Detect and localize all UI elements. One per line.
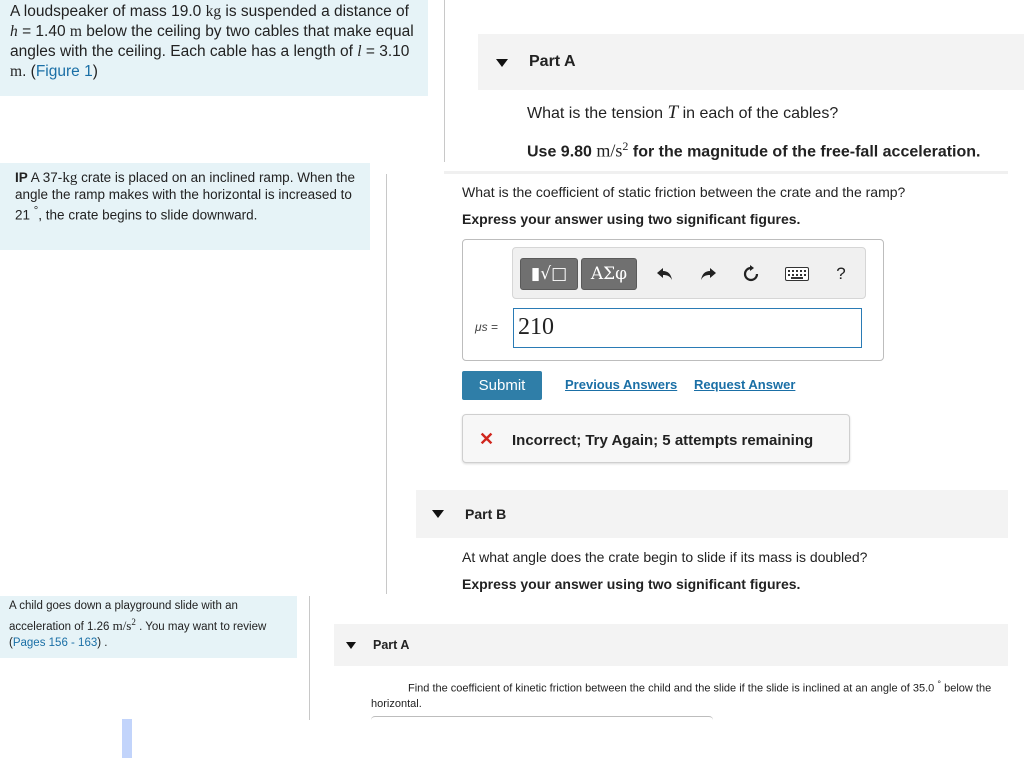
- question-text: in each of the cables?: [682, 105, 839, 122]
- problem-1-statement: [0, 0, 428, 96]
- problem-1-text: A loudspeaker of mass 19.0: [10, 3, 202, 20]
- submit-button[interactable]: Submit: [462, 371, 542, 400]
- degree-symbol: °: [937, 679, 942, 689]
- mass-unit: kg: [62, 170, 78, 186]
- part-b-instruction: Express your answer using two significant figures.: [462, 576, 801, 592]
- pages-link[interactable]: Pages 156 - 163: [12, 636, 98, 649]
- templates-button[interactable]: ▮√□: [520, 258, 578, 290]
- part-a-label: Part A: [529, 53, 576, 70]
- mass-unit: kg: [205, 3, 222, 20]
- collapse-triangle-icon[interactable]: [432, 510, 444, 518]
- acceleration-unit: m/s: [112, 617, 132, 633]
- part-a-question: [371, 677, 1007, 712]
- undo-icon[interactable]: [653, 262, 677, 286]
- problem-1-text: is suspended a distance of: [225, 3, 409, 20]
- part-a-instruction: Express your answer using two significant figures.: [462, 211, 801, 227]
- part-a-question: What is the coefficient of static friction between the crate and the ramp?: [462, 184, 906, 200]
- question-text: below the horizontal.: [371, 682, 992, 710]
- answer-label: μs =: [475, 320, 498, 334]
- scroll-marker: [122, 719, 132, 758]
- help-icon[interactable]: ?: [836, 264, 846, 283]
- problem-2-text: , the crate begins to slide downward.: [38, 207, 258, 223]
- incorrect-x-icon: ✕: [479, 429, 495, 449]
- unit-exponent: 2: [622, 139, 629, 153]
- problem-1-text: . (: [22, 63, 36, 80]
- figure-1-link[interactable]: Figure 1: [35, 63, 93, 80]
- problem-1-text: ): [92, 63, 98, 80]
- l-value: = 3.10: [365, 43, 410, 60]
- keyboard-icon[interactable]: [783, 262, 811, 286]
- feedback-text: Incorrect; Try Again; 5 attempts remaining: [512, 432, 814, 449]
- instruction-text: for the magnitude of the free-fall acceleration.: [632, 143, 981, 161]
- part-a-label: Part A: [373, 638, 410, 652]
- answer-editor: [462, 239, 884, 361]
- feedback-box: [462, 414, 850, 463]
- l-unit: m: [10, 63, 23, 80]
- request-answer-link[interactable]: Request Answer: [694, 377, 796, 392]
- part-b-label: Part B: [465, 506, 507, 522]
- instruction-text: Use 9.80: [527, 143, 592, 161]
- redo-icon[interactable]: [696, 262, 720, 286]
- divider: [386, 174, 387, 594]
- greek-symbols-button[interactable]: ΑΣφ: [581, 258, 637, 290]
- previous-answers-link[interactable]: Previous Answers: [565, 377, 678, 392]
- answer-editor-edge: [371, 716, 713, 723]
- problem-3-text: A child goes down a playground slide with an acceleration of 1.26: [9, 600, 238, 633]
- problem-3-statement: [0, 596, 297, 658]
- problem-3-text: . You may want to review (: [9, 620, 267, 649]
- problem-2-text: crate is placed on an inclined ramp. When the angle the ramp makes with the horizontal is increased to 21: [15, 170, 355, 223]
- t-variable: T: [667, 102, 679, 123]
- unit-exponent: 2: [131, 617, 136, 627]
- problem-2-statement: [0, 163, 370, 250]
- part-a-instruction: [527, 139, 980, 161]
- part-b-question: At what angle does the crate begin to slide if its mass is doubled?: [462, 549, 868, 565]
- answer-input[interactable]: 210: [513, 308, 862, 348]
- h-variable: h: [10, 23, 18, 40]
- ip-badge: IP: [15, 170, 28, 185]
- h-unit: m: [69, 23, 82, 40]
- problem-2-text: A 37-: [30, 170, 63, 185]
- acceleration-unit: m/s: [596, 140, 623, 161]
- question-text: What is the tension: [527, 105, 664, 122]
- divider: [309, 596, 310, 720]
- collapse-triangle-icon[interactable]: [496, 59, 508, 67]
- collapse-triangle-icon[interactable]: [346, 642, 356, 649]
- problem-3-text: ) .: [97, 636, 108, 649]
- part-a-question: [527, 102, 838, 124]
- divider: [444, 0, 445, 162]
- section-separator: [444, 171, 1008, 174]
- question-text: Find the coefficient of kinetic friction between the child and the slide if the slide is inclined at an angle of 35.0: [408, 682, 935, 695]
- part-b-header[interactable]: [416, 490, 1008, 538]
- problem-1-text: below the ceiling by two cables that make equal angles with the ceiling. Each cable has a length of: [10, 23, 414, 60]
- part-a-header[interactable]: [334, 624, 1008, 666]
- reset-icon[interactable]: [739, 262, 763, 286]
- math-toolbar: [512, 247, 866, 299]
- l-variable: l: [357, 43, 362, 60]
- h-value: = 1.40: [22, 23, 66, 40]
- degree-symbol: °: [33, 205, 39, 217]
- part-a-header[interactable]: [478, 34, 1024, 90]
